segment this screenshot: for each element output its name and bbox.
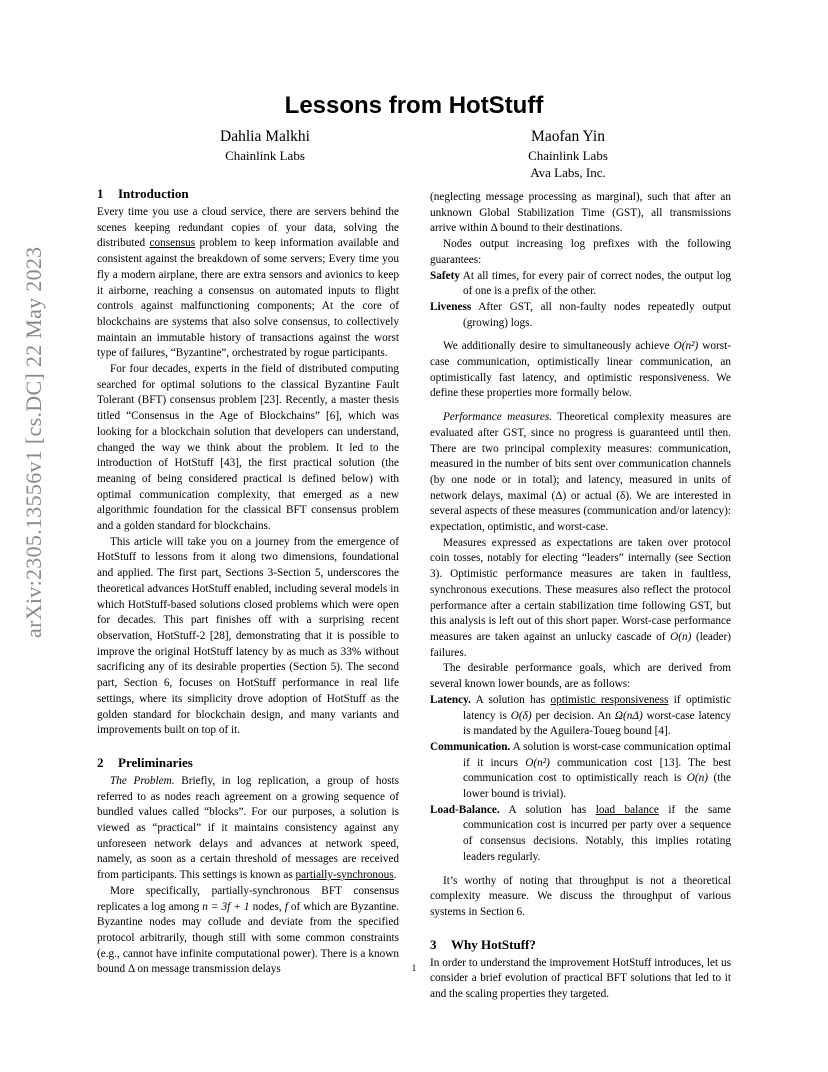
underlined-term: consensus bbox=[149, 237, 196, 250]
underlined-term: partially-synchronous bbox=[295, 869, 394, 882]
author-affiliation: Chainlink Labs bbox=[528, 148, 608, 163]
paragraph: This article will take you on a journey from the emergence of HotStuff to lessons from it along two dimensions, foundational and applied. The first part, Sections 3-Section 5, underscores the theoretical advances HotStuff enabled, including several models in which HotStuff-based solutions closed problems which were open for decades. This part finishes off with a surprising recent observation, HotStuff-2 [28], demonstrating that it is possible to improve the original HotStuff latency by as much as 33% without sacrificing any of its desirable properties (Section 5). The second part, Section 6, focuses on HotStuff performance in real life settings, where its simplicity drove adoption of HotStuff as the golden standard for blockchain design, and many variants and improvements built on top of it. bbox=[97, 535, 399, 737]
definition-latency: Latency. A solution has optimistic responsiveness if optimistic latency is O(δ) per decision. An Ω(nΔ) worst-case latency is mandated by the Aguilera-Toueg bound [4]. bbox=[430, 693, 731, 738]
paragraph: For four decades, experts in the field of distributed computing searched for optimal solutions to the classical Byzantine Fault Tolerant (BFT) consensus problem [23]. Recently, a master thesis titled “Consensus in the Age of Blockchains” [6], which was looking for a blockchain solution that developers can understand, changed the way we think about the problem. It led to the introduction of HotStuff [43], the first practical solution (the meaning of being considered practical is defined below) with optimal communication complexity, that emerged as a new algorithmic foundation for the classical BFT consensus problem and a golden standard for blockchains. bbox=[97, 363, 399, 533]
paragraph: The desirable performance goals, which are derived from several known lower bounds, are as follows: bbox=[430, 662, 731, 691]
author-name: Maofan Yin bbox=[531, 128, 605, 145]
author-affiliation: Ava Labs, Inc. bbox=[530, 165, 606, 180]
arxiv-stamp: arXiv:2305.13556v1 [cs.DC] 22 May 2023 bbox=[21, 246, 46, 638]
paragraph: (neglecting message processing as marginal), such that after an unknown Global Stabilization Time (GST), all transmissions arrive within Δ bound to their destinations. bbox=[430, 191, 731, 235]
definition-safety: Safety At all times, for every pair of correct nodes, the output log of one is a prefix of the other. bbox=[430, 269, 731, 298]
page-number: 1 bbox=[411, 964, 417, 974]
paragraph: Nodes output increasing log prefixes with the following guarantees: bbox=[430, 238, 731, 266]
paragraph: It’s worthy of noting that throughput is not a theoretical complexity measure. We discuss the throughput of various systems in Section 6. bbox=[430, 874, 731, 918]
definition-load-balance: Load-Balance. A solution has load balance if the same communication cost is incurred per party over a sequence of consensus decisions. Notably, this implies rotating leaders regularly. bbox=[430, 803, 732, 863]
left-column bbox=[97, 186, 399, 978]
definition-communication: Communication. A solution is worst-case communication optimal if it incurs O(n²) communication cost [13]. The best communication cost to optimistically reach is O(n) (the lower bound is trivial). bbox=[430, 740, 731, 801]
paragraph: In order to understand the improvement HotStuff introduces, let us consider a brief evolution of practical BFT solutions that led to it and the scaling properties they targeted. bbox=[430, 956, 731, 1001]
section-heading: 2 Preliminaries bbox=[97, 754, 193, 770]
definition-liveness: Liveness After GST, all non-faulty nodes repeatedly output (growing) logs. bbox=[430, 300, 731, 329]
author-block bbox=[190, 127, 340, 164]
section-heading: 1 Introduction bbox=[97, 186, 189, 201]
author-affiliation: Chainlink Labs bbox=[225, 148, 305, 163]
right-column bbox=[430, 190, 731, 1003]
paragraph: The Problem. Briefly, in log replication, a group of hosts referred to as nodes reach agreement on a growing sequence of bundled values called “blocks”. For our purposes, a solution is viewed as “practical” if it maintains consistency against any unforeseen network delays and advances at network speed, namely, as soon as a certain threshold of messages are received from participants. This settings is known as partially-synchronous. bbox=[97, 774, 400, 882]
author-block bbox=[493, 127, 643, 181]
section-heading: 3 Why HotStuff? bbox=[430, 936, 536, 952]
paragraph: Measures expressed as expectations are taken over protocol coin tosses, notably for electing “leaders” internally (see Section 3). Optimistic performance measures are taken in faultless, synchronous executions. These measures also reflect the protocol performance after a certain stabilization time following GST, but this analysis is left out of this short paper. Worst-case performance measures are taken against an unlucky cascade of O(n) (leader) failures. bbox=[430, 536, 731, 659]
paragraph: Every time you use a cloud service, there are servers behind the scenes keeping redundant copies of your data, solving the distributed consensus problem to keep information available and consistent against the breakdown of some servers; Every time you fly a modern airplane, there are extra sensors and avionics to keep it airborne, reaching a consensus on automated inputs to flight controls against malfunctioning components; At the core of blockchains are systems that also solve consensus, to collectively maintain an immutable history of transactions against the worst type of failures, “Byzantine”, orchestrated by rogue participants. bbox=[97, 206, 400, 360]
paragraph: Performance measures. Theoretical complexity measures are evaluated after GST, since no progress is guaranteed until then. There are two principal complexity measures: communication, measured in the number of bits sent over communication channels (by one node or in total); and latency, measured in units of network delays, maximal (Δ) or actual (δ). We are interested in several aspects of these measures (communication and/or latency): expectation, optimistic, and worst-case. bbox=[430, 411, 731, 534]
paragraph: We additionally desire to simultaneously achieve O(n²) worst-case communication, optimistically linear communication, an optimistically fast latency, and optimistic responsiveness. We define these properties more formally below. bbox=[430, 340, 731, 400]
paper-title: Lessons from HotStuff bbox=[284, 92, 544, 119]
author-name: Dahlia Malkhi bbox=[220, 128, 310, 145]
paragraph: More specifically, partially-synchronous BFT consensus replicates a log among n = 3f + 1 nodes, f of which are Byzantine. Byzantine nodes may collude and deviate from the specified protocol arbitrarily, though still with some common constraints (e.g., cannot have infinite computational power). There is a known bound Δ on message transmission delays bbox=[97, 884, 400, 976]
